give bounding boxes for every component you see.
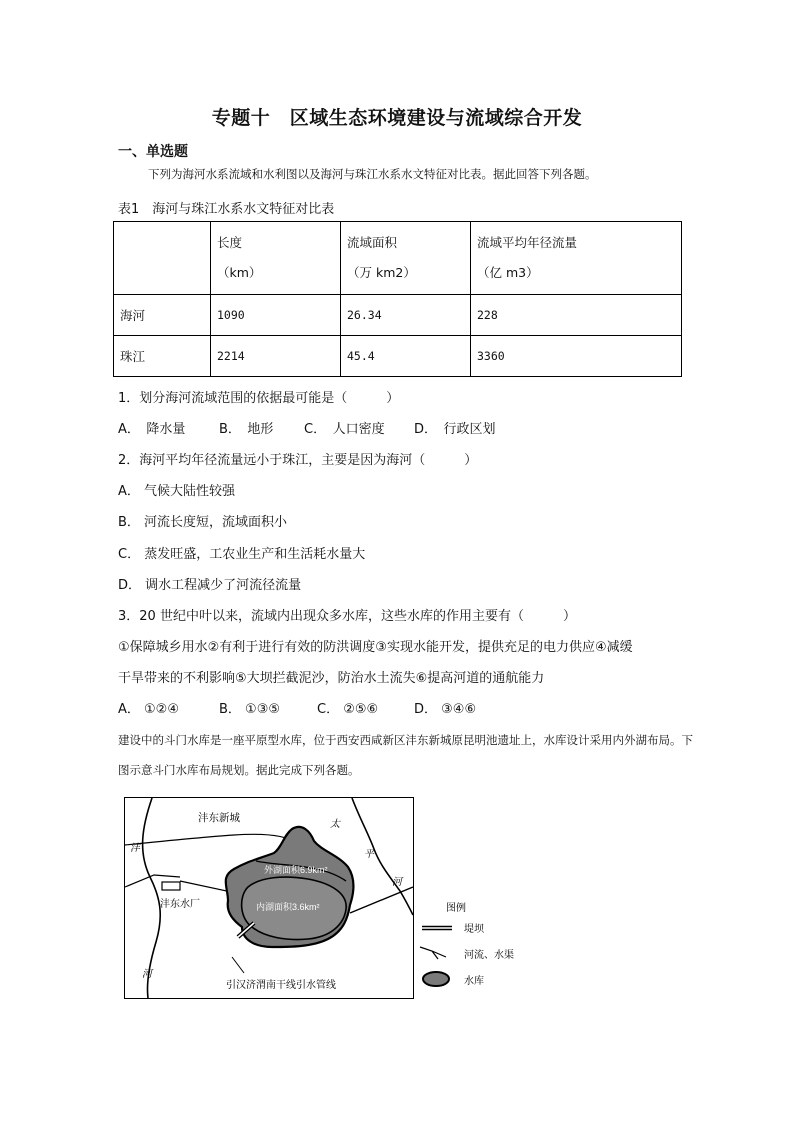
intro-text: 下列为海河水系流域和水利图以及海河与珠江水系水文特征对比表。据此回答下列各题。: [148, 167, 597, 181]
question-1-options: [118, 418, 496, 437]
passage-text: 建设中的斗门水库是一座平原型水库，位于西安西咸新区沣东新城原昆明池遗址上，水库设计采用内外湖布局。下图示意斗门水库布局规划。据此完成下列各题。: [118, 733, 693, 777]
page-title: 专题十 区域生态环境建设与流域综合开发: [211, 107, 583, 129]
city-label: 沣东新城: [198, 812, 240, 824]
option-a: A． 降水量: [118, 422, 186, 437]
table-cell: 2214: [211, 336, 341, 377]
header-unit: （km）: [217, 265, 262, 280]
outer-lake-label: 外湖面积6.9km²: [264, 865, 328, 875]
table-cell: 海河: [114, 295, 211, 336]
water-plant-icon: [162, 882, 180, 890]
table-header-cell: [341, 222, 471, 295]
river-label: 沣: [130, 843, 140, 854]
option-c: C． ②⑤⑥: [317, 702, 379, 717]
table-caption: 表1 海河与珠江水系水文特征对比表: [118, 202, 335, 217]
header-unit: （亿 m3）: [477, 265, 539, 280]
question-3-stem: 3．20 世纪中叶以来，流域内出现众多水库，这些水库的作用主要有（ ）: [118, 609, 576, 624]
section-heading: 一、单选题: [118, 144, 188, 160]
table-row: [114, 295, 682, 336]
river-label: 平: [364, 849, 374, 860]
river-symbol-icon: [420, 947, 446, 959]
river-label: 太: [330, 819, 340, 830]
header-label: 流域平均年径流量: [477, 235, 578, 250]
legend-river-label: 河流、水渠: [464, 950, 514, 961]
question-3-body: 干旱带来的不利影响⑤大坝拦截泥沙，防治水土流失⑥提高河道的通航能力: [118, 671, 545, 686]
header-label: 长度: [217, 235, 243, 250]
option-d: D． 行政区划: [414, 422, 496, 437]
table-header-row: [114, 222, 682, 295]
option-b: B． 河流长度短，流域面积小: [118, 515, 288, 530]
inner-lake-label: 内湖面积3.6km²: [256, 902, 320, 912]
map-legend: [416, 897, 536, 993]
option-c: C． 蒸发旺盛，工农业生产和生活耗水量大: [118, 547, 366, 562]
table-row: [114, 336, 682, 377]
option-d: D． 调水工程减少了河流径流量: [118, 578, 302, 593]
table-cell: 3360: [471, 336, 682, 377]
table-header-cell: [114, 222, 211, 295]
pipeline-label: 引汉济渭南干线引水管线: [226, 980, 336, 991]
river-label: 河: [142, 969, 152, 980]
table-cell: 珠江: [114, 336, 211, 377]
question-1-stem: 1．划分海河流域范围的依据最可能是（ ）: [118, 391, 400, 406]
legend-reservoir-label: 水库: [464, 976, 484, 987]
option-b: B． 地形: [219, 422, 274, 437]
header-label: 流域面积: [347, 235, 398, 250]
option-c: C． 人口密度: [304, 422, 385, 437]
legend-dam-label: 堤坝: [464, 924, 484, 935]
question-2-stem: 2．海河平均年径流量远小于珠江，主要是因为海河（ ）: [118, 453, 478, 468]
reservoir-map: [124, 797, 414, 999]
plant-label: 沣东水厂: [160, 899, 200, 910]
table-header-cell: [471, 222, 682, 295]
hydrology-table: [113, 221, 682, 377]
table-cell: 228: [471, 295, 682, 336]
table-cell: 45.4: [341, 336, 471, 377]
table-header-cell: [211, 222, 341, 295]
question-3-body: ①保障城乡用水②有利于进行有效的防洪调度③实现水能开发，提供充足的电力供应④减缓: [118, 640, 633, 655]
question-3-options: [118, 698, 476, 717]
option-d: D． ③④⑥: [414, 702, 477, 717]
table-cell: 26.34: [341, 295, 471, 336]
legend-title: 图例: [446, 903, 466, 914]
river-label: 河: [392, 877, 402, 888]
option-b: B． ①③⑤: [219, 702, 281, 717]
header-unit: （万 km2）: [347, 265, 416, 280]
option-a: A． 气候大陆性较强: [118, 484, 236, 499]
reservoir-symbol-icon: [423, 972, 449, 986]
option-a: A． ①②④: [118, 702, 179, 717]
table-cell: 1090: [211, 295, 341, 336]
